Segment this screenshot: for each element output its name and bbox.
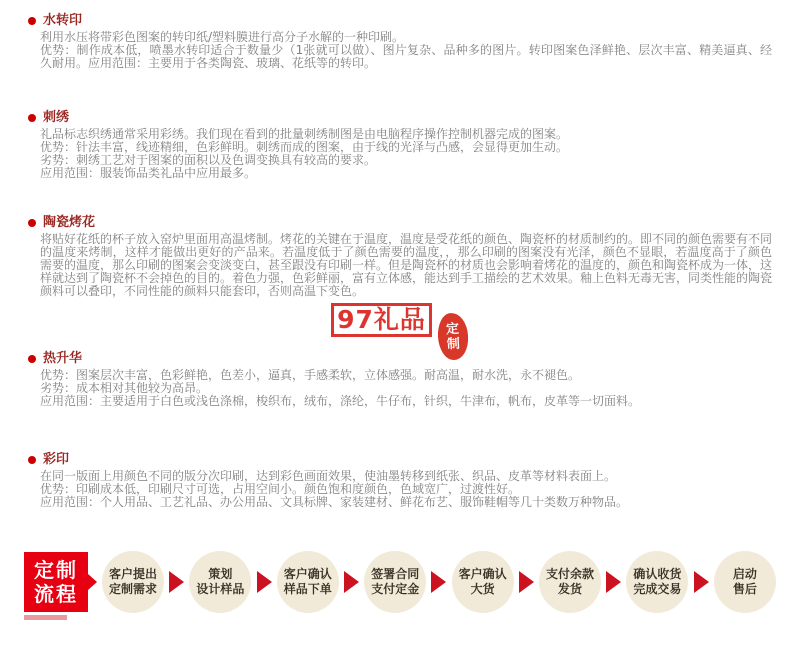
section-color-print: [28, 453, 776, 509]
step-line: 客户确认: [458, 567, 507, 581]
section-title: 刺绣: [43, 110, 70, 125]
section-header: [28, 111, 776, 125]
flow-step-receive-complete: [626, 551, 688, 613]
bullet-dot-icon: [28, 219, 36, 227]
paragraph: 在同一版面上用颜色不同的版分次印刷，达到彩色画面效果，使油墨转移到纸张、织品、皮革等材料表面上。: [40, 469, 617, 483]
paragraph: 劣势：刺绣工艺对于图案的面积以及色调变换具有较高的要求。: [40, 153, 377, 167]
paragraph: 优势：图案层次丰富，色彩鲜艳，色差小，逼真，手感柔软，立体感强。耐高温，耐水洗，永不褪色。: [40, 368, 581, 382]
section-water-transfer-print: [28, 14, 776, 70]
section-title: 陶瓷烤花: [43, 215, 96, 230]
arrow-right-icon: [257, 571, 272, 593]
section-thermal-sublimation: [28, 352, 776, 408]
step-line: 设计样品: [196, 582, 245, 596]
section-header: [28, 453, 776, 467]
section-header: [28, 14, 776, 28]
section-ceramic-firing: [28, 216, 776, 298]
section-body: [40, 470, 772, 509]
badge-reflection: [24, 615, 67, 620]
section-title: 水转印: [43, 13, 83, 28]
step-line: 支付定金: [371, 582, 420, 596]
section-header: [28, 216, 776, 230]
step-line: 启动: [732, 567, 757, 581]
step-line: 定制需求: [108, 582, 157, 596]
paragraph: 应用范围：服装饰品类礼品中应用最多。: [40, 166, 257, 180]
arrow-right-icon: [169, 571, 184, 593]
flow-step-confirm-bulk: [452, 551, 514, 613]
step-line: 客户确认: [283, 567, 332, 581]
paragraph: 应用范围：主要适用于白色或浅色涤棉，梭织布，绒布，涤纶，牛仔布，针织，牛津布，帆布，皮革等一切面料。: [40, 394, 641, 408]
flow-step-contract-deposit: [364, 551, 426, 613]
flow-step-design: [189, 551, 251, 613]
flow-title-line: 定制: [34, 558, 78, 582]
arrow-right-icon: [519, 571, 534, 593]
paragraph: 优势：制作成本低，喷墨水转印适合于数量少（1张就可以做）、图片复杂、品种多的图片。转印图案色泽鲜艳、层次丰富、精美逼真、经久耐用。应用范围：主要用于各类陶瓷、玻璃、花纸等的转印。: [40, 43, 772, 70]
paragraph: 优势：针法丰富，线迹精细，色彩鲜明。刺绣而成的图案，由于线的光泽与凸感，会显得更加生动。: [40, 140, 569, 154]
step-line: 大货: [470, 582, 495, 596]
section-body: [40, 31, 772, 70]
flow-title-line: 流程: [34, 582, 78, 606]
step-line: 售后: [732, 582, 757, 596]
bullet-dot-icon: [28, 17, 36, 25]
step-line: 支付余款: [546, 567, 595, 581]
bullet-dot-icon: [28, 114, 36, 122]
section-title: 热升华: [43, 351, 83, 366]
section-body: [40, 369, 772, 408]
watermark-logo: 97礼品: [331, 303, 432, 337]
custom-process-flow: [24, 546, 776, 618]
seal-char: 制: [446, 336, 461, 352]
section-body: [40, 233, 772, 298]
flow-steps: [102, 551, 776, 613]
bullet-dot-icon: [28, 355, 36, 363]
paragraph: 将贴好花纸的杯子放入窑炉里面用高温烤制。烤花的关键在于温度，温度是受花纸的颜色、陶瓷杯的材质制约的。即不同的颜色需要有不同的温度来烤制，这样才能做出更好的产品来。若温度低于了颜色需要的温度，，那么印刷的图案没有光泽，颜色不显眼，若温度高于了颜色需要的温度，那么印刷的图案会变淡变白，甚至跟没有印刷一样。但是陶瓷杯的材质也会影响着烤花的温度的，颜色和陶瓷杯成为一体，这样就达到了陶瓷杯不会掉色的目的。着色力强，色彩鲜丽，富有立体感，能达到手工描绘的艺术效果。釉上色料无毒无害，同类性能的陶瓷颜料可以叠印，不同性能的颜料只能套印，否则高温下变色。: [40, 232, 773, 298]
arrow-right-icon: [431, 571, 446, 593]
paragraph: 劣势：成本相对其他较为高昂。: [40, 381, 209, 395]
bullet-dot-icon: [28, 456, 36, 464]
section-header: [28, 352, 776, 366]
arrow-right-icon: [606, 571, 621, 593]
flow-title-badge: [24, 552, 88, 612]
paragraph: 礼品标志织绣通常采用彩绣。我们现在看到的批量刺绣制图是由电脑程序操作控制机器完成的图案。: [40, 127, 569, 141]
step-line: 客户提出: [108, 567, 157, 581]
seal-char: 定: [445, 321, 460, 337]
paragraph: 利用水压将带彩色图案的转印纸/塑料膜进行高分子水解的一种印刷。: [40, 30, 405, 44]
section-title: 彩印: [43, 452, 70, 467]
paragraph: 优势：印刷成本低，印刷尺寸可选，占用空间小。颜色饱和度颜色，色域宽广，过渡性好。: [40, 482, 521, 496]
step-line: 发货: [558, 582, 583, 596]
arrow-right-icon: [694, 571, 709, 593]
section-embroidery: [28, 111, 776, 180]
flow-step-confirm-sample: [277, 551, 339, 613]
flow-step-pay-balance-ship: [539, 551, 601, 613]
step-line: 签署合同: [371, 567, 420, 581]
arrow-right-icon: [344, 571, 359, 593]
flow-step-after-sales: [714, 551, 776, 613]
step-line: 确认收货: [633, 567, 682, 581]
step-line: 样品下单: [283, 582, 332, 596]
step-line: 完成交易: [633, 582, 682, 596]
step-line: 策划: [208, 567, 233, 581]
flow-step-request: [102, 551, 164, 613]
section-body: [40, 128, 772, 180]
paragraph: 应用范围：个人用品、工艺礼品、办公用品、文具标牌、家装建材、鲜花布艺、服饰鞋帽等几十类数万种物品。: [40, 495, 629, 509]
